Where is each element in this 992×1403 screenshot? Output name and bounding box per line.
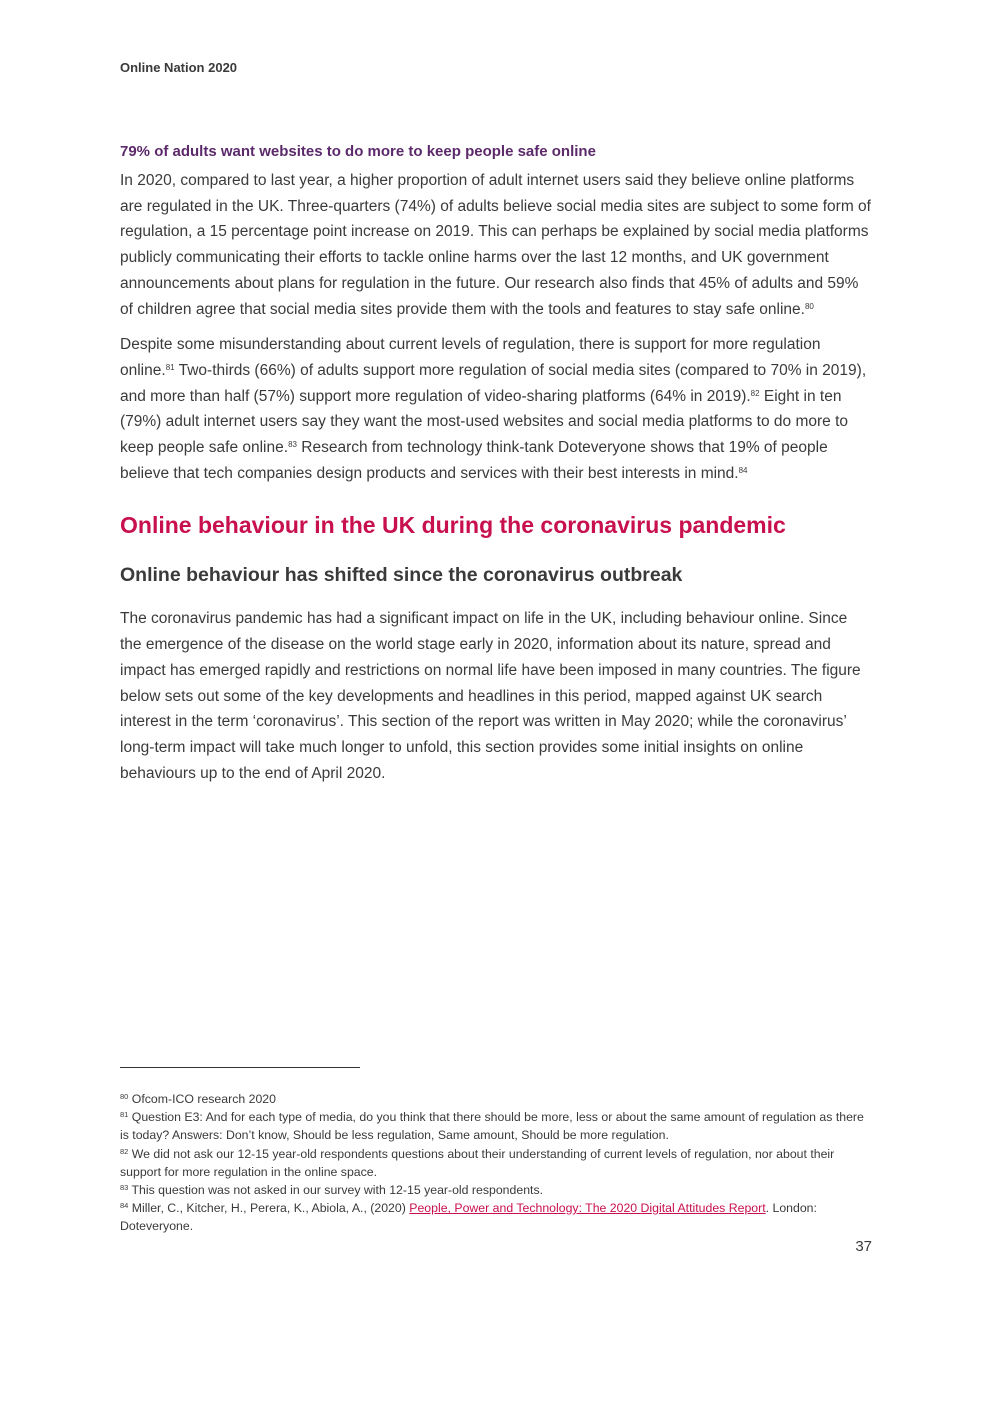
footnote-text: Question E3: And for each type of media, do you think that there should be more, less or about the same amount of regulation as there is today? Answers: Don’t know, Should be less regulation, Same amount, Should be more regulation. [120,1110,864,1143]
paragraph-regulation-belief [120,168,872,322]
paragraph-text: Despite some misunderstanding about current levels of regulation, there is support for more regulation online. [120,336,821,379]
paragraph-text: Two-thirds (66%) of adults support more regulation of social media sites (compared to 70% in 2019), and more than half (57%) support more regulation of video-sharing platforms (64% in 2019). [120,361,867,405]
footnote-number: 83 [120,1183,129,1193]
footnote-ref-80[interactable]: 80 [804,301,814,311]
footnote-84 [120,1199,872,1235]
section-heading: Online behaviour in the UK during the coronavirus pandemic [120,512,786,539]
paragraph-coronavirus-intro: The coronavirus pandemic has had a significant impact on life in the UK, including behaviour online. Since the emergence of the disease on the world stage early in 2020, information about its nature, spread and impact has emerged rapidly and restrictions on normal life have been imposed in many countries. The figure below sets out some of the key developments and headlines in this period, mapped against UK search interest in the term ‘coronavirus’. This section of the report was written in May 2020; while the coronavirus’ long-term impact will take much longer to unfold, this section provides some initial insights on online behaviours up to the end of April 2020. [120,610,861,782]
footnote-80 [120,1090,872,1108]
footnote-83 [120,1181,872,1199]
paragraph-text: Eight in ten (79%) adult internet users say they want the most-used websites and social media platforms to do more to keep people safe online. [120,387,848,457]
footnote-number: 81 [120,1110,129,1120]
footnote-ref-84[interactable]: 84 [738,465,748,475]
digital-attitudes-report-link[interactable]: People, Power and Technology: The 2020 Digital Attitudes Report [409,1201,766,1216]
section-kicker: 79% of adults want websites to do more to keep people safe online [120,143,596,160]
paragraph-text: Research from technology think-tank Doteveryone shows that 19% of people believe that tech companies design products and services with their best interests in mind. [120,439,828,482]
paragraph-text: In 2020, compared to last year, a higher proportion of adult internet users said they believe online platforms are regulated in the UK. Three-quarters (74%) of adults believe social media sites are subject to some form of regulation, a 15 percentage point increase on 2019. This can perhaps be explained by social media platforms publicly communicating their efforts to tackle online harms over the last 12 months, and UK government announcements about plans for regulation in the future. Our research also finds that 45% of adults and 59% of children agree that social media sites provide them with the tools and features to stay safe online. [120,172,871,318]
footnote-text: This question was not asked in our survey with 12-15 year-old respondents. [128,1183,544,1198]
paragraph-regulation-support [120,332,872,486]
running-header: Online Nation 2020 [120,60,238,75]
footnote-number: 84 [120,1201,129,1211]
footnote-number: 82 [120,1146,129,1156]
footnote-text: Ofcom-ICO research 2020 [128,1092,276,1106]
footnote-ref-81[interactable]: 81 [165,362,175,372]
page-number: 37 [855,1238,872,1255]
footnote-82 [120,1145,872,1181]
footnotes [120,1090,872,1236]
footnote-number: 80 [120,1092,129,1101]
footnote-separator [120,1067,360,1068]
footnote-ref-82[interactable]: 82 [750,388,760,398]
footnote-ref-83[interactable]: 83 [288,440,297,450]
footnote-81 [120,1108,872,1144]
main-content [120,143,872,796]
subsection-heading: Online behaviour has shifted since the coronavirus outbreak [120,564,683,587]
footnote-text: . London: Doteveryone. [120,1201,817,1234]
footnote-text: We did not ask our 12-15 year-old respondents questions about their understanding of current levels of regulation, nor about their support for more regulation in the online space. [120,1146,835,1179]
footnote-text: Miller, C., Kitcher, H., Perera, K., Abiola, A., (2020) [128,1201,410,1216]
